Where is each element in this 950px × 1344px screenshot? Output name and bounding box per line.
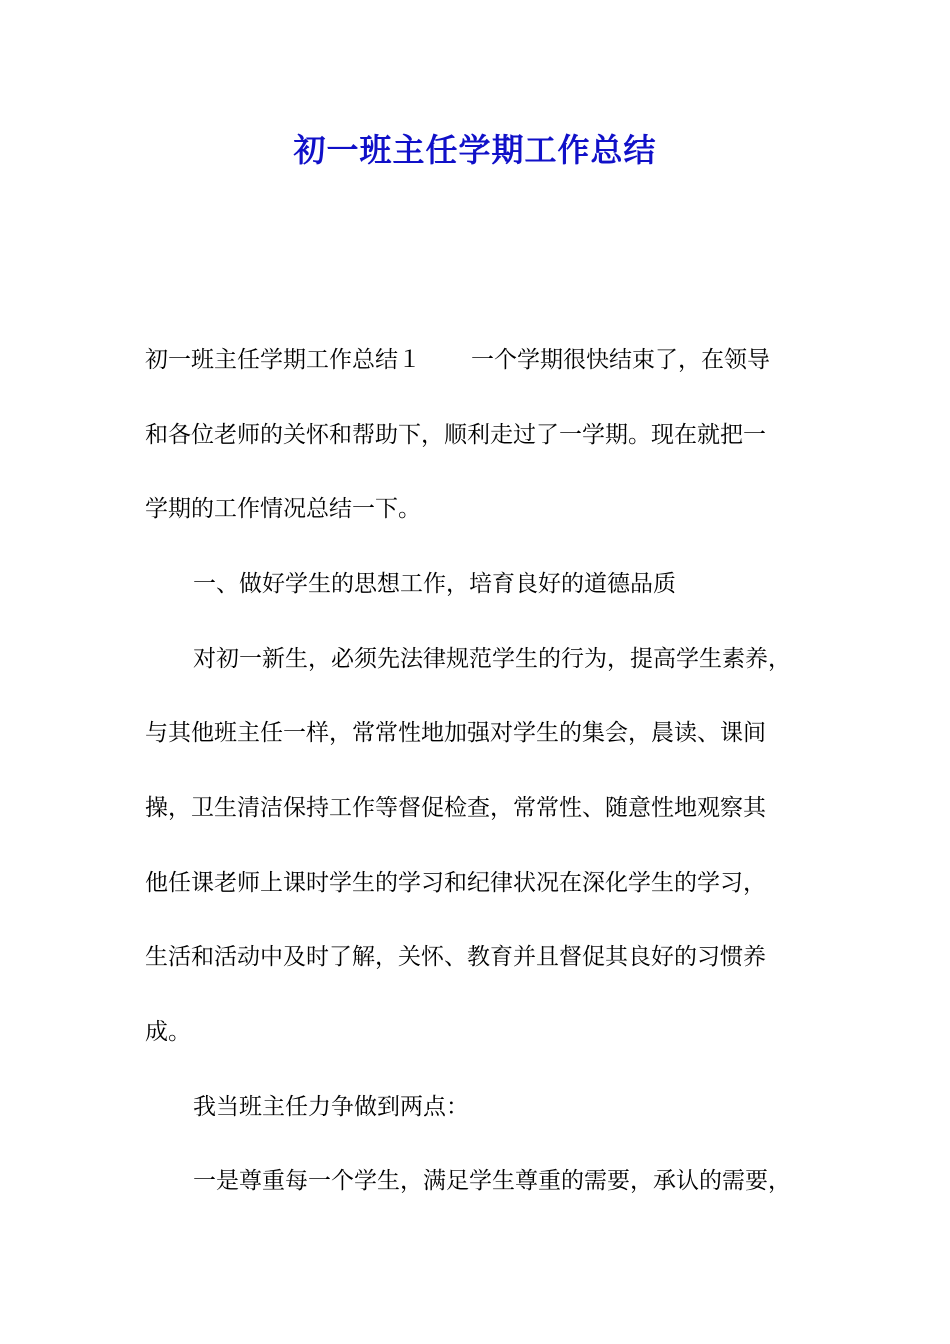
- document-title: 初一班主任学期工作总结: [293, 131, 657, 169]
- paragraph-line: 与其他班主任一样，常常性地加强对学生的集会，晨读、课间: [145, 720, 766, 746]
- section-heading: 一、做好学生的思想工作，培育良好的道德品质: [193, 571, 676, 597]
- paragraph-line: [145, 343, 770, 377]
- paragraph-line: 我当班主任力争做到两点：: [193, 1094, 469, 1120]
- paragraph-line: 一是尊重每一个学生，满足学生尊重的需要，承认的需要，: [193, 1168, 791, 1194]
- paragraph-line: 操，卫生清洁保持工作等督促检查，常常性、随意性地观察其: [145, 795, 766, 821]
- paragraph-line: 成。: [145, 1019, 191, 1045]
- paragraph-line: 对初一新生，必须先法律规范学生的行为，提高学生素养，: [193, 646, 791, 672]
- paragraph-text: 一个学期很快结束了，在领导: [471, 347, 770, 373]
- paragraph-heading-inline: 初一班主任学期工作总结１: [145, 347, 421, 373]
- paragraph-line: 学期的工作情况总结一下。: [145, 496, 421, 522]
- paragraph-line: 他任课老师上课时学生的学习和纪律状况在深化学生的学习，: [145, 870, 766, 896]
- paragraph-line: 生活和活动中及时了解，关怀、教育并且督促其良好的习惯养: [145, 944, 766, 970]
- paragraph-line: 和各位老师的关怀和帮助下，顺利走过了一学期。现在就把一: [145, 422, 766, 448]
